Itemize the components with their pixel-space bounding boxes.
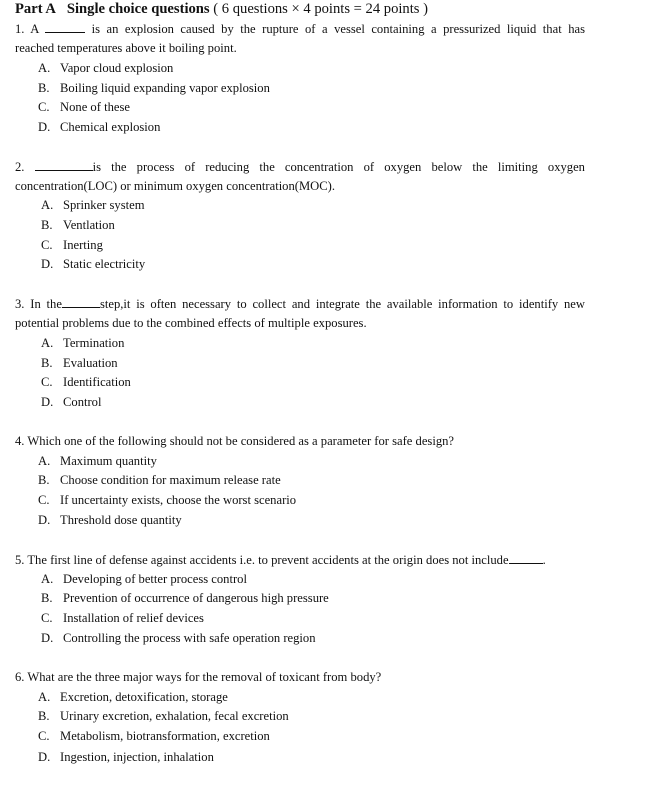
q6-option-b: B. Urinary excretion, exhalation, fecal excretion: [38, 709, 289, 723]
q4-option-d: D. Threshold dose quantity: [38, 513, 182, 527]
q5-suffix: .: [542, 553, 546, 567]
q2-option-a: A. Sprinker system: [41, 198, 145, 212]
part-heading: [15, 1, 428, 18]
q2-option-b: B. Ventlation: [41, 218, 115, 232]
question-4-stem: 4. Which one of the following should not be considered as a parameter for safe design?: [15, 434, 455, 448]
q2-text: is the process of reducing the concentration of oxygen below the limiting oxygen: [92, 160, 585, 174]
question-2-stem-line-2: concentration(LOC) or minimum oxygen concentration(MOC).: [15, 179, 336, 193]
part-title: Single choice questions: [66, 1, 210, 17]
question-6-stem: 6. What are the three major ways for the removal of toxicant from body?: [15, 670, 382, 684]
q2-blank: [35, 159, 93, 171]
question-1-stem-line-1: [15, 21, 585, 37]
q2-option-d: D. Static electricity: [41, 257, 146, 271]
q2-option-c: C. Inerting: [41, 238, 103, 252]
q3-text: step,it is often necessary to collect and integrate the available information to identify new: [99, 297, 585, 311]
q3-option-a: A. Termination: [41, 336, 125, 350]
q4-option-a: A. Maximum quantity: [38, 454, 157, 468]
q4-option-b: B. Choose condition for maximum release rate: [38, 473, 281, 487]
q1-option-c: C. None of these: [38, 100, 130, 114]
part-detail: ( 6 questions × 4 points = 24 points ): [213, 1, 428, 17]
q3-option-c: C. Identification: [41, 375, 131, 389]
question-1-stem-line-2: reached temperatures above it boiling point.: [15, 41, 237, 55]
question-2-stem-line-1: [15, 159, 585, 175]
q6-option-c: C. Metabolism, biotransformation, excretion: [38, 729, 270, 743]
q1-prefix: 1. A: [15, 22, 39, 36]
q5-blank: [509, 552, 543, 564]
q1-option-b: B. Boiling liquid expanding vapor explosion: [38, 81, 270, 95]
q2-prefix: 2.: [15, 160, 25, 174]
q6-option-d: D. Ingestion, injection, inhalation: [38, 750, 214, 764]
q1-blank: [45, 21, 85, 33]
q5-option-d: D. Controlling the process with safe operation region: [41, 631, 316, 645]
question-5-stem: [15, 552, 585, 568]
q6-option-a: A. Excretion, detoxification, storage: [38, 690, 228, 704]
q5-option-a: A. Developing of better process control: [41, 572, 247, 586]
q3-blank: [62, 296, 100, 308]
q5-option-b: B. Prevention of occurrence of dangerous high pressure: [41, 591, 329, 605]
q5-text: 5. The first line of defense against accidents i.e. to prevent accidents at the origin does not include: [15, 553, 509, 567]
q1-text: is an explosion caused by the rupture of a vessel containing a pressurized liquid that has: [91, 22, 585, 36]
q1-option-d: D. Chemical explosion: [38, 120, 161, 134]
q1-option-a: A. Vapor cloud explosion: [38, 61, 174, 75]
q4-option-c: C. If uncertainty exists, choose the worst scenario: [38, 493, 297, 507]
q3-option-b: B. Evaluation: [41, 356, 118, 370]
q5-option-c: C. Installation of relief devices: [41, 611, 204, 625]
part-label: Part A: [15, 1, 56, 17]
q3-option-d: D. Control: [41, 395, 102, 409]
q3-prefix: 3. In the: [15, 297, 62, 311]
question-3-stem-line-1: [15, 296, 585, 312]
question-3-stem-line-2: potential problems due to the combined effects of multiple exposures.: [15, 316, 367, 330]
